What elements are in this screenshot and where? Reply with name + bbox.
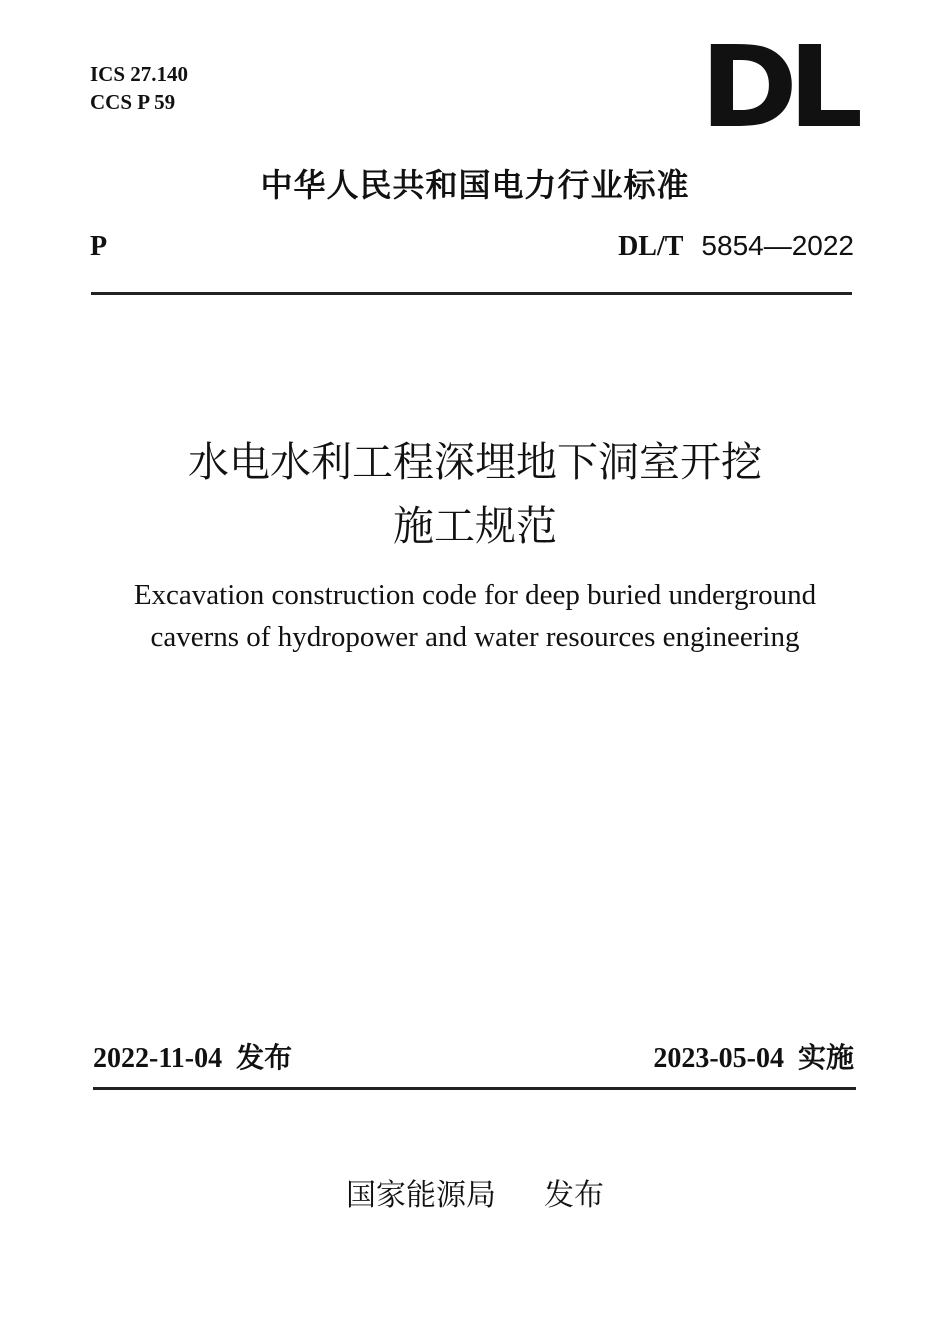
chinese-title-line-2: 施工规范 [393,502,557,550]
issue-label: 发布 [236,1041,293,1074]
english-title [0,574,950,658]
issue-date-block [93,1038,292,1079]
chinese-title [0,430,950,558]
issuer-line [0,1174,950,1218]
industry-standard-heading: 中华人民共和国电力行业标准 [260,166,690,204]
english-title-line-1: Excavation construction code for deep buried underground [133,579,817,611]
dl-logo: DL [700,21,854,153]
top-divider [91,292,852,295]
chinese-title-line-1: 水电水利工程深埋地下洞室开挖 [188,438,762,486]
issue-date: 2022-11-04 [93,1043,223,1074]
bottom-divider [93,1087,856,1090]
implement-date: 2023-05-04 [653,1043,784,1074]
classification-codes [90,60,188,116]
issuer-action: 发布 [544,1178,604,1213]
english-title-line-2: caverns of hydropower and water resources engineering [150,621,800,653]
ccs-code: CCS P 59 [90,90,176,114]
standard-code: 5854—2022 [701,230,854,261]
category-letter: P [90,231,108,262]
standard-number [618,228,854,265]
issuer-name: 国家能源局 [346,1178,496,1213]
standard-prefix: DL/T [618,231,684,262]
implement-date-block [653,1038,854,1079]
ics-code: ICS 27.140 [90,62,189,86]
implement-label: 实施 [797,1041,854,1074]
